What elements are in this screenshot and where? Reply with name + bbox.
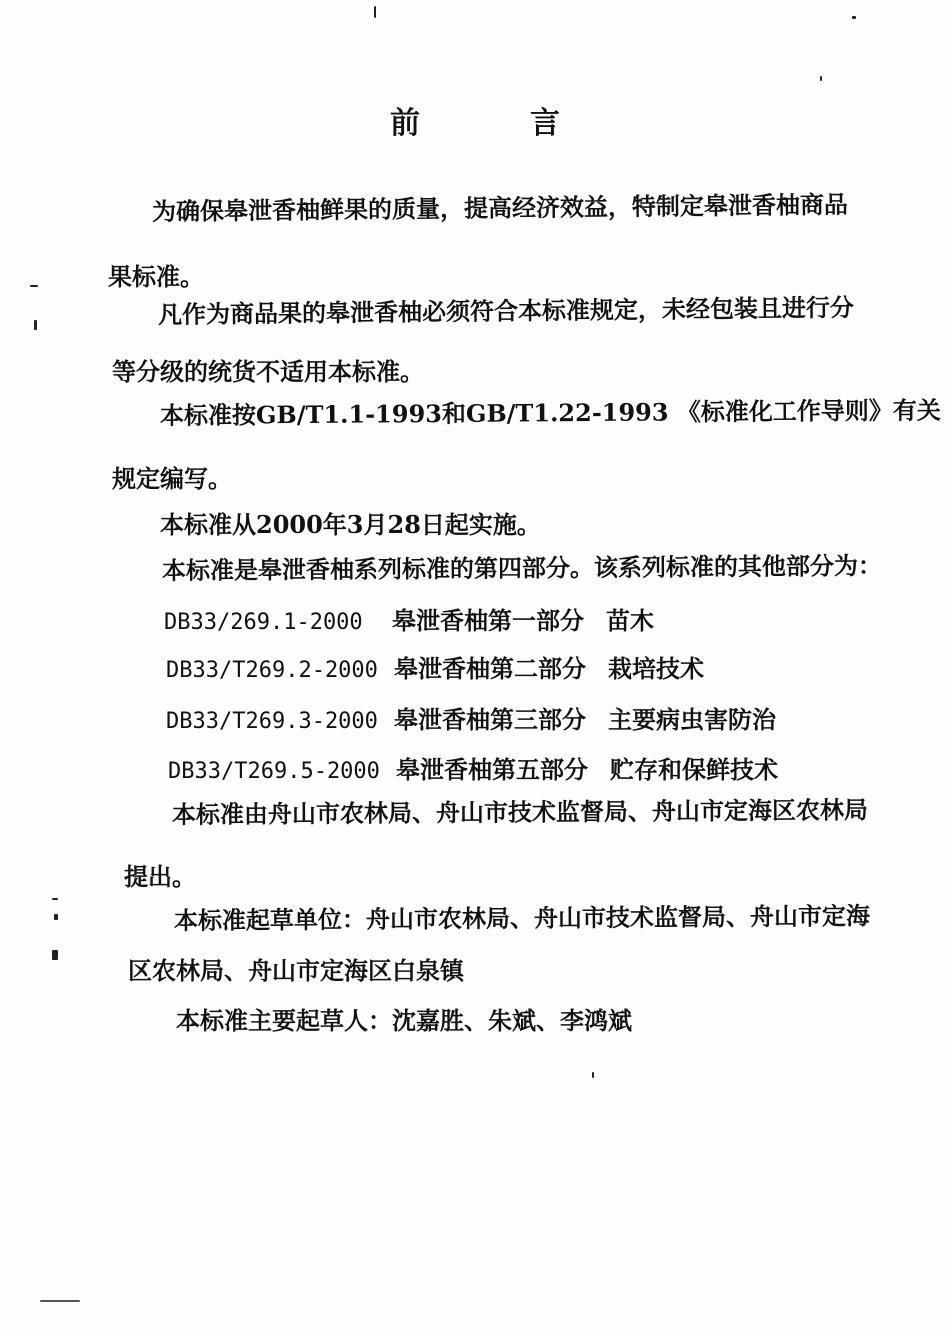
series-topic: 栽培技术	[608, 654, 704, 683]
proposer-line-1: 本标准由舟山市农林局、舟山市技术监督局、舟山市定海区农林局	[171, 795, 869, 829]
series-row	[168, 755, 778, 787]
scan-speck	[40, 1300, 80, 1302]
paragraph-3-line-1: 本标准按GB/T1.1-1993和GB/T1.22-1993 《标准化工作导则》有关	[159, 395, 941, 430]
series-part: 皋泄香柚第三部分	[394, 705, 586, 734]
drafters-names: 本标准主要起草人：沈嘉胜、朱斌、李鸿斌	[176, 1006, 632, 1035]
series-part: 皋泄香柚第五部分	[396, 755, 588, 784]
paragraph-4: 本标准从2000年3月28日起实施。	[160, 510, 541, 539]
paragraph-2-line-2: 等分级的统货不适用本标准。	[112, 357, 424, 386]
paragraph-1-line-2: 果标准。	[108, 262, 204, 291]
series-code: DB33/269.1-2000	[164, 610, 363, 635]
scan-speck	[34, 320, 37, 330]
drafter-line-2: 区农林局、舟山市定海区白泉镇	[128, 956, 464, 985]
scan-speck	[52, 950, 58, 960]
title-char-left: 前	[390, 106, 420, 141]
paragraph-2-line-1: 凡作为商品果的皋泄香柚必须符合本标准规定，未经包装且进行分	[157, 292, 855, 329]
scan-speck	[54, 914, 58, 920]
series-topic: 主要病虫害防治	[608, 705, 776, 734]
scan-speck	[852, 16, 856, 19]
scan-speck	[30, 285, 38, 287]
scan-speck	[820, 76, 822, 81]
series-row	[166, 654, 704, 686]
scan-speck	[52, 898, 58, 900]
page-title	[0, 98, 950, 142]
paragraph-1-line-1: 为确保皋泄香柚鲜果的质量，提高经济效益，特制定皋泄香柚商品	[151, 189, 849, 226]
series-topic: 贮存和保鲜技术	[610, 755, 778, 784]
scan-speck	[592, 1072, 594, 1078]
series-code: DB33/T269.3-2000	[166, 709, 378, 734]
scan-speck	[374, 6, 376, 18]
paragraph-3-line-2: 规定编写。	[112, 464, 232, 493]
series-topic: 苗木	[606, 606, 654, 635]
series-part: 皋泄香柚第二部分	[394, 654, 586, 683]
proposer-line-2: 提出。	[124, 862, 196, 891]
drafter-line-1: 本标准起草单位：舟山市农林局、舟山市技术监督局、舟山市定海	[173, 901, 871, 935]
series-part: 皋泄香柚第一部分	[392, 606, 584, 635]
series-row	[166, 705, 776, 737]
title-char-right: 言	[530, 106, 560, 141]
series-code: DB33/T269.5-2000	[168, 759, 380, 784]
series-row	[164, 606, 654, 638]
paragraph-5: 本标准是皋泄香柚系列标准的第四部分。该系列标准的其他部分为：	[161, 550, 883, 585]
series-code: DB33/T269.2-2000	[166, 658, 378, 683]
